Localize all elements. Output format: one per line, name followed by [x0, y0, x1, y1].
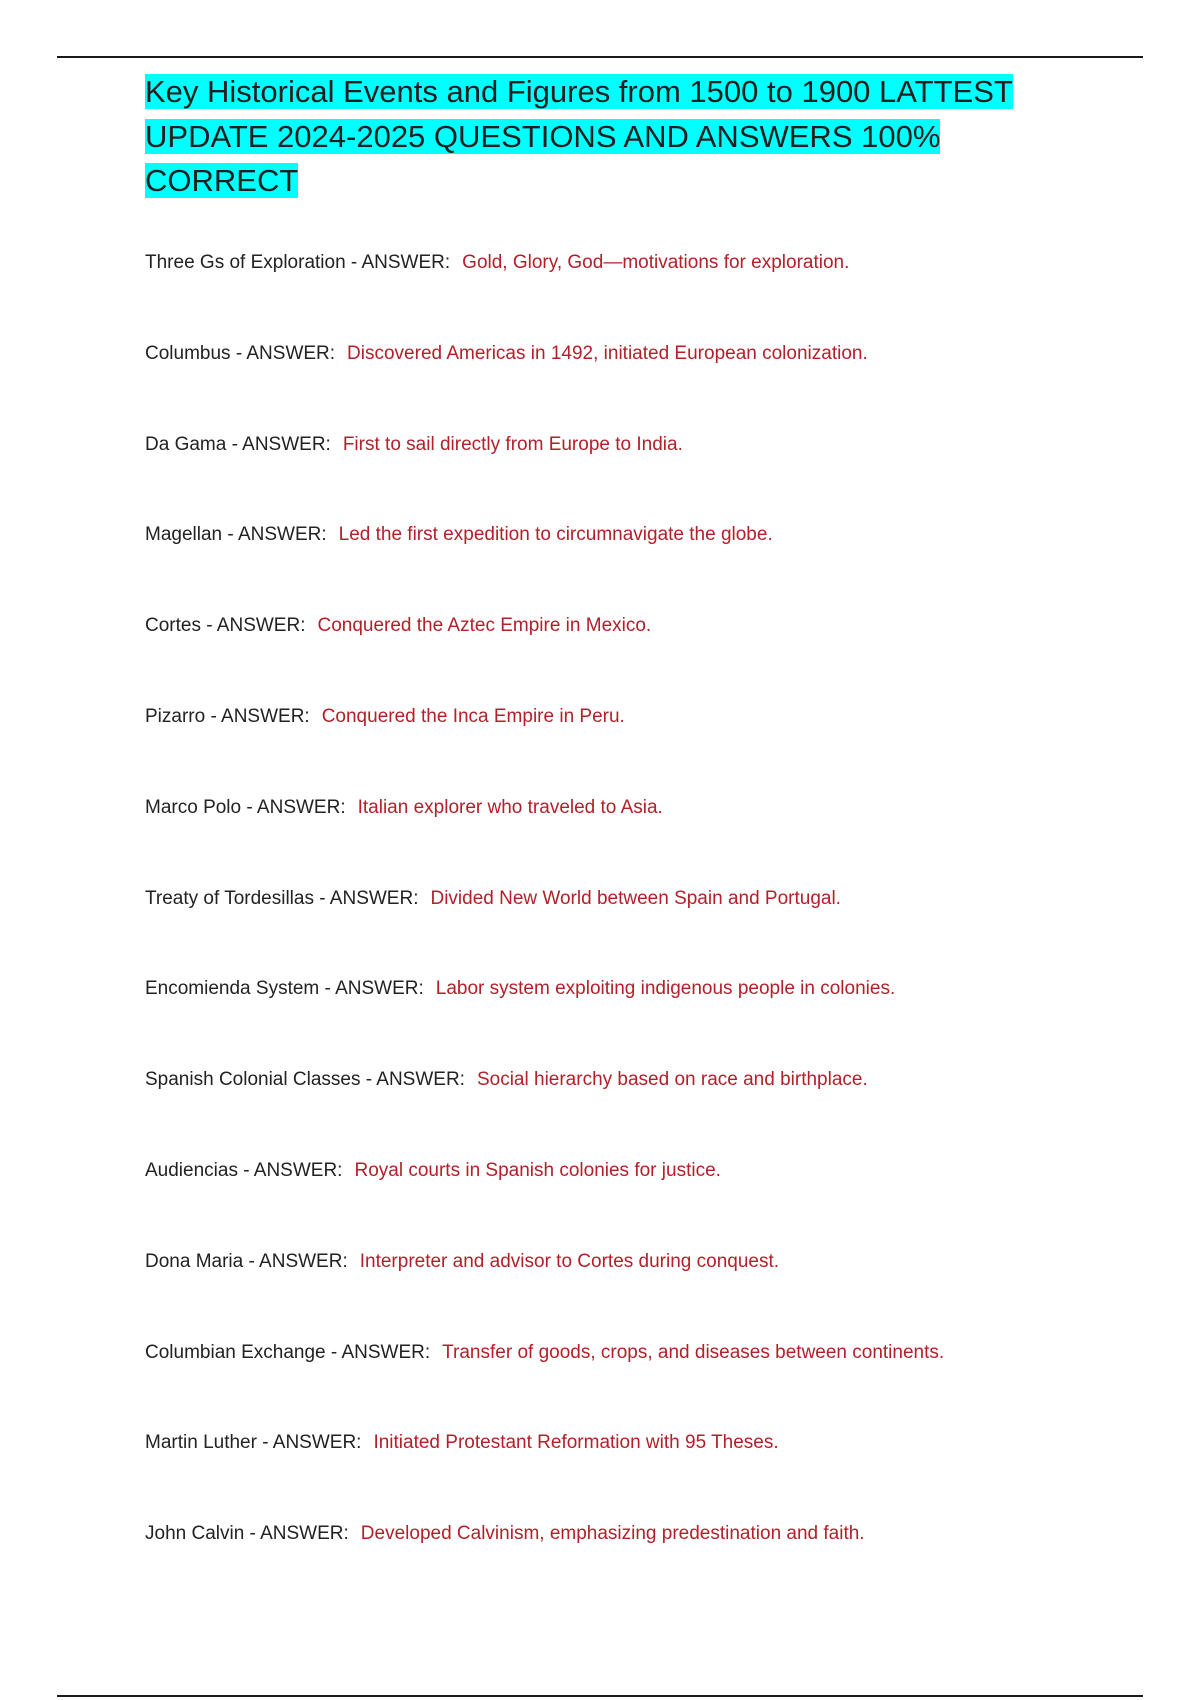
qa-term: Pizarro - ANSWER:: [145, 705, 310, 727]
qa-answer: Developed Calvinism, emphasizing predestination and faith.: [360, 1523, 865, 1545]
qa-term: John Calvin - ANSWER:: [145, 1523, 349, 1545]
qa-item: [145, 430, 1145, 521]
qa-item: [145, 520, 1145, 611]
qa-item: [145, 1156, 1145, 1247]
qa-term: Three Gs of Exploration - ANSWER:: [145, 252, 451, 273]
qa-term: Dona Maria - ANSWER:: [145, 1250, 348, 1272]
qa-item: [145, 1519, 1145, 1610]
qa-term: Martin Luther - ANSWER:: [145, 1432, 362, 1454]
qa-item: [145, 702, 1145, 793]
qa-answer: Conquered the Aztec Empire in Mexico.: [317, 615, 652, 637]
qa-item: [145, 1338, 1145, 1429]
qa-answer: Led the first expedition to circumnavigate the globe.: [338, 524, 773, 546]
qa-term: Marco Polo - ANSWER:: [145, 796, 346, 818]
qa-answer: Transfer of goods, crops, and diseases between continents.: [442, 1341, 945, 1363]
qa-term: Columbian Exchange - ANSWER:: [145, 1341, 431, 1363]
qa-term: Audiencias - ANSWER:: [145, 1159, 343, 1181]
qa-term: Da Gama - ANSWER:: [145, 433, 331, 455]
qa-item: [145, 611, 1145, 702]
qa-item: [145, 1247, 1145, 1338]
qa-term: Spanish Colonial Classes - ANSWER:: [145, 1069, 465, 1091]
qa-term: Cortes - ANSWER:: [145, 615, 306, 637]
qa-answer: Gold, Glory, God—motivations for exploration.: [462, 252, 850, 273]
top-rule: [57, 56, 1143, 58]
qa-answer: Interpreter and advisor to Cortes during conquest.: [359, 1250, 780, 1272]
qa-answer: Discovered Americas in 1492, initiated European colonization.: [347, 342, 868, 364]
qa-term: Columbus - ANSWER:: [145, 342, 336, 364]
document-title: [145, 70, 1045, 204]
bottom-rule: [57, 1695, 1143, 1697]
qa-term: Encomienda System - ANSWER:: [145, 978, 424, 1000]
qa-item: [145, 884, 1145, 975]
qa-term: Treaty of Tordesillas - ANSWER:: [145, 887, 419, 909]
qa-item: [145, 339, 1145, 430]
qa-item: [145, 1428, 1145, 1519]
qa-list: [145, 248, 1145, 1610]
qa-answer: Royal courts in Spanish colonies for justice.: [354, 1159, 721, 1181]
qa-answer: Social hierarchy based on race and birthplace.: [476, 1069, 868, 1091]
qa-answer: Divided New World between Spain and Portugal.: [430, 887, 841, 909]
qa-answer: Italian explorer who traveled to Asia.: [357, 796, 663, 818]
qa-item: [145, 1065, 1145, 1156]
qa-term: Magellan - ANSWER:: [145, 524, 327, 546]
qa-answer: Conquered the Inca Empire in Peru.: [321, 705, 625, 727]
qa-item: [145, 974, 1145, 1065]
qa-answer: Labor system exploiting indigenous people in colonies.: [435, 978, 896, 1000]
title-highlight: Key Historical Events and Figures from 1500 to 1900 LATTEST UPDATE 2024-2025 QUESTIONS AND ANSWERS 100% CORRECT: [145, 74, 1013, 198]
qa-answer: First to sail directly from Europe to India.: [342, 433, 683, 455]
qa-item: [145, 248, 1145, 339]
qa-answer: Initiated Protestant Reformation with 95 Theses.: [373, 1432, 779, 1454]
qa-item: [145, 793, 1145, 884]
